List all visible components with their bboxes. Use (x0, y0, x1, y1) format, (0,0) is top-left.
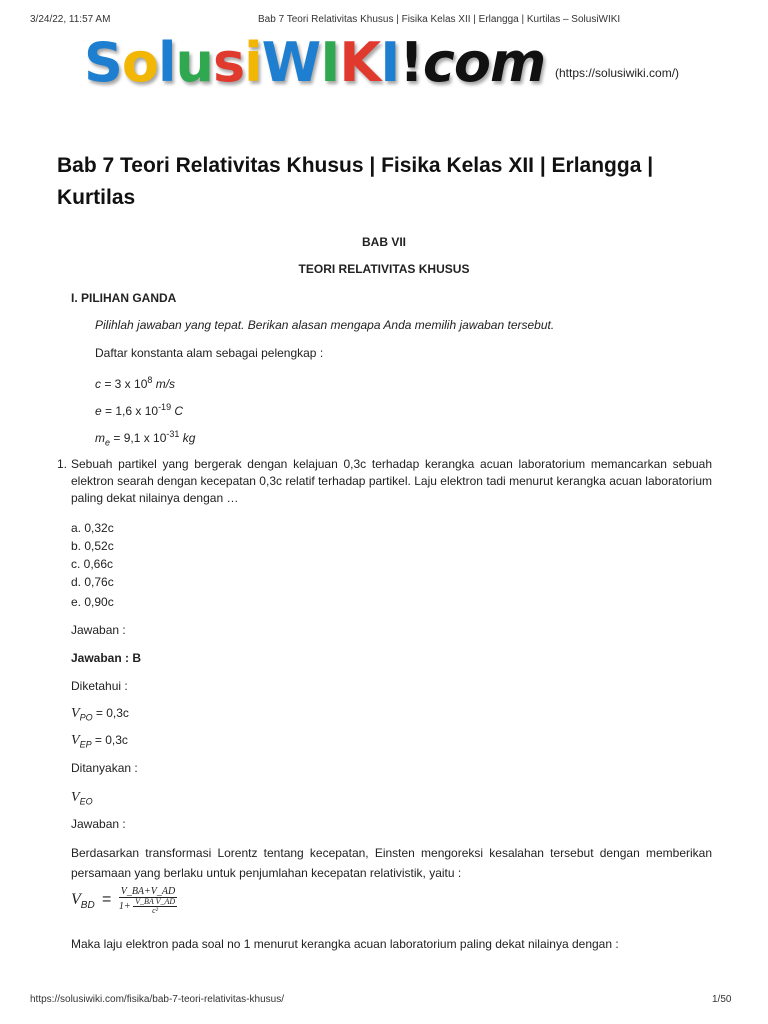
constant-c-symbol: c (95, 377, 101, 391)
known-vpo-value: = 0,3c (92, 706, 129, 720)
option-a[interactable]: a. 0,32c (71, 521, 114, 535)
logo-letter: S (84, 31, 122, 94)
known-vpo-symbol: V (71, 706, 80, 721)
constant-me (95, 426, 195, 451)
logo-letter: u (175, 31, 213, 94)
question-text: Sebuah partikel yang bergerak dengan kelajuan 0,3c terhadap kerangka acuan laboratorium memancarkan sebuah elektron searah dengan kecepatan 0,3c relatif terhadap partikel. Laju elektron tadi menurut kerangka acuan laboratorium paling dekat nilainya dengan … (71, 457, 712, 505)
option-d[interactable]: d. 0,76c (71, 575, 114, 589)
known-vep (71, 732, 128, 753)
known-vpo (71, 705, 129, 726)
known-vep-value: = 0,3c (91, 733, 128, 747)
logo-letter: com (422, 31, 546, 94)
asked-veo-symbol: V (71, 790, 80, 805)
known-vpo-subscript: PO (79, 712, 93, 723)
constant-me-exponent: -31 (166, 429, 180, 439)
constant-e-exponent: -19 (158, 402, 172, 412)
constant-e (95, 399, 183, 420)
constant-me-unit: kg (179, 431, 196, 445)
print-url: https://solusiwiki.com/fisika/bab-7-teori-relativitas-khusus/ (30, 994, 284, 1005)
constant-c-exponent: 8 (147, 375, 153, 385)
instruction-text: Pilihlah jawaban yang tepat. Berikan alasan mengapa Anda memilih jawaban tersebut. (95, 318, 555, 332)
formula-lhs: V (71, 891, 81, 909)
site-logo[interactable] (84, 31, 546, 94)
known-vep-subscript: EP (79, 739, 92, 750)
answer-key: Jawaban : B (71, 651, 142, 665)
answer-label: Jawaban : (71, 623, 126, 637)
asked-veo (71, 789, 93, 810)
closing-text: Maka laju elektron pada soal no 1 menurut kerangka acuan laboratorium paling dekat nilainya dengan : (71, 937, 619, 951)
constant-e-unit: C (171, 404, 184, 418)
formula-numerator: V_BA+V_AD (120, 886, 176, 897)
option-e[interactable]: e. 0,90c (71, 595, 114, 609)
constant-c-value: = 3 x 10 (101, 377, 148, 391)
option-c[interactable]: c. 0,66c (71, 557, 114, 571)
logo-letter: I (320, 31, 340, 94)
constant-me-symbol: m (95, 431, 105, 445)
logo-letter: W (261, 31, 321, 94)
formula-equals: = (102, 891, 112, 909)
site-url-link[interactable]: (https://solusiwiki.com/) (555, 66, 680, 80)
constant-e-value: = 1,6 x 10 (101, 404, 159, 418)
article-title: Bab 7 Teori Relativitas Khusus | Fisika Kelas XII | Erlangga | Kurtilas (57, 154, 654, 209)
logo-letter: I (380, 31, 400, 94)
formula-inner-denominator: c² (152, 906, 159, 915)
asked-label: Ditanyakan : (71, 761, 138, 775)
logo-letter: l (158, 31, 176, 94)
logo-letter: i (244, 31, 262, 94)
constant-c-unit: m/s (152, 377, 176, 391)
constant-c (95, 372, 175, 393)
constant-me-value: = 9,1 x 10 (110, 431, 167, 445)
known-label: Diketahui : (71, 679, 128, 693)
logo-letter: K (339, 31, 381, 94)
formula-denominator-prefix: 1+ (118, 900, 131, 912)
print-page-number: 1/50 (712, 994, 732, 1005)
logo-letter: s (212, 31, 245, 94)
constant-me-subscript: e (105, 437, 111, 448)
formula-inner-fraction (133, 898, 177, 915)
formula-inner-numerator: V_BA V_AD (135, 897, 176, 906)
asked-veo-subscript: EO (79, 796, 93, 807)
explanation-text: Berdasarkan transformasi Lorentz tentang kecepatan, Einsten mengoreksi kesalahan tersebut dengan memberikan persamaan yang berlaku untuk penjumlahan kecepatan relativistik, yaitu : (71, 846, 712, 880)
chapter-title: TEORI RELATIVITAS KHUSUS (298, 262, 470, 276)
print-title: Bab 7 Teori Relativitas Khusus | Fisika Kelas XII | Erlangga | Kurtilas – SolusiWIKI (258, 14, 621, 25)
section-heading: I. PILIHAN GANDA (71, 291, 177, 305)
known-vep-symbol: V (71, 733, 80, 748)
constant-e-symbol: e (95, 404, 102, 418)
option-b[interactable]: b. 0,52c (71, 539, 114, 553)
print-datetime: 3/24/22, 11:57 AM (30, 14, 111, 25)
answer-label-2: Jawaban : (71, 817, 126, 831)
constants-intro: Daftar konstanta alam sebagai pelengkap : (95, 346, 324, 360)
chapter-label: BAB VII (361, 235, 406, 249)
lorentz-formula (71, 887, 177, 915)
logo-letter: o (121, 31, 159, 94)
formula-denominator (119, 898, 178, 915)
question-number: 1. (57, 457, 68, 471)
formula-fraction (119, 887, 178, 915)
formula-lhs-subscript: BD (80, 899, 95, 911)
logo-letter: ! (399, 31, 423, 94)
